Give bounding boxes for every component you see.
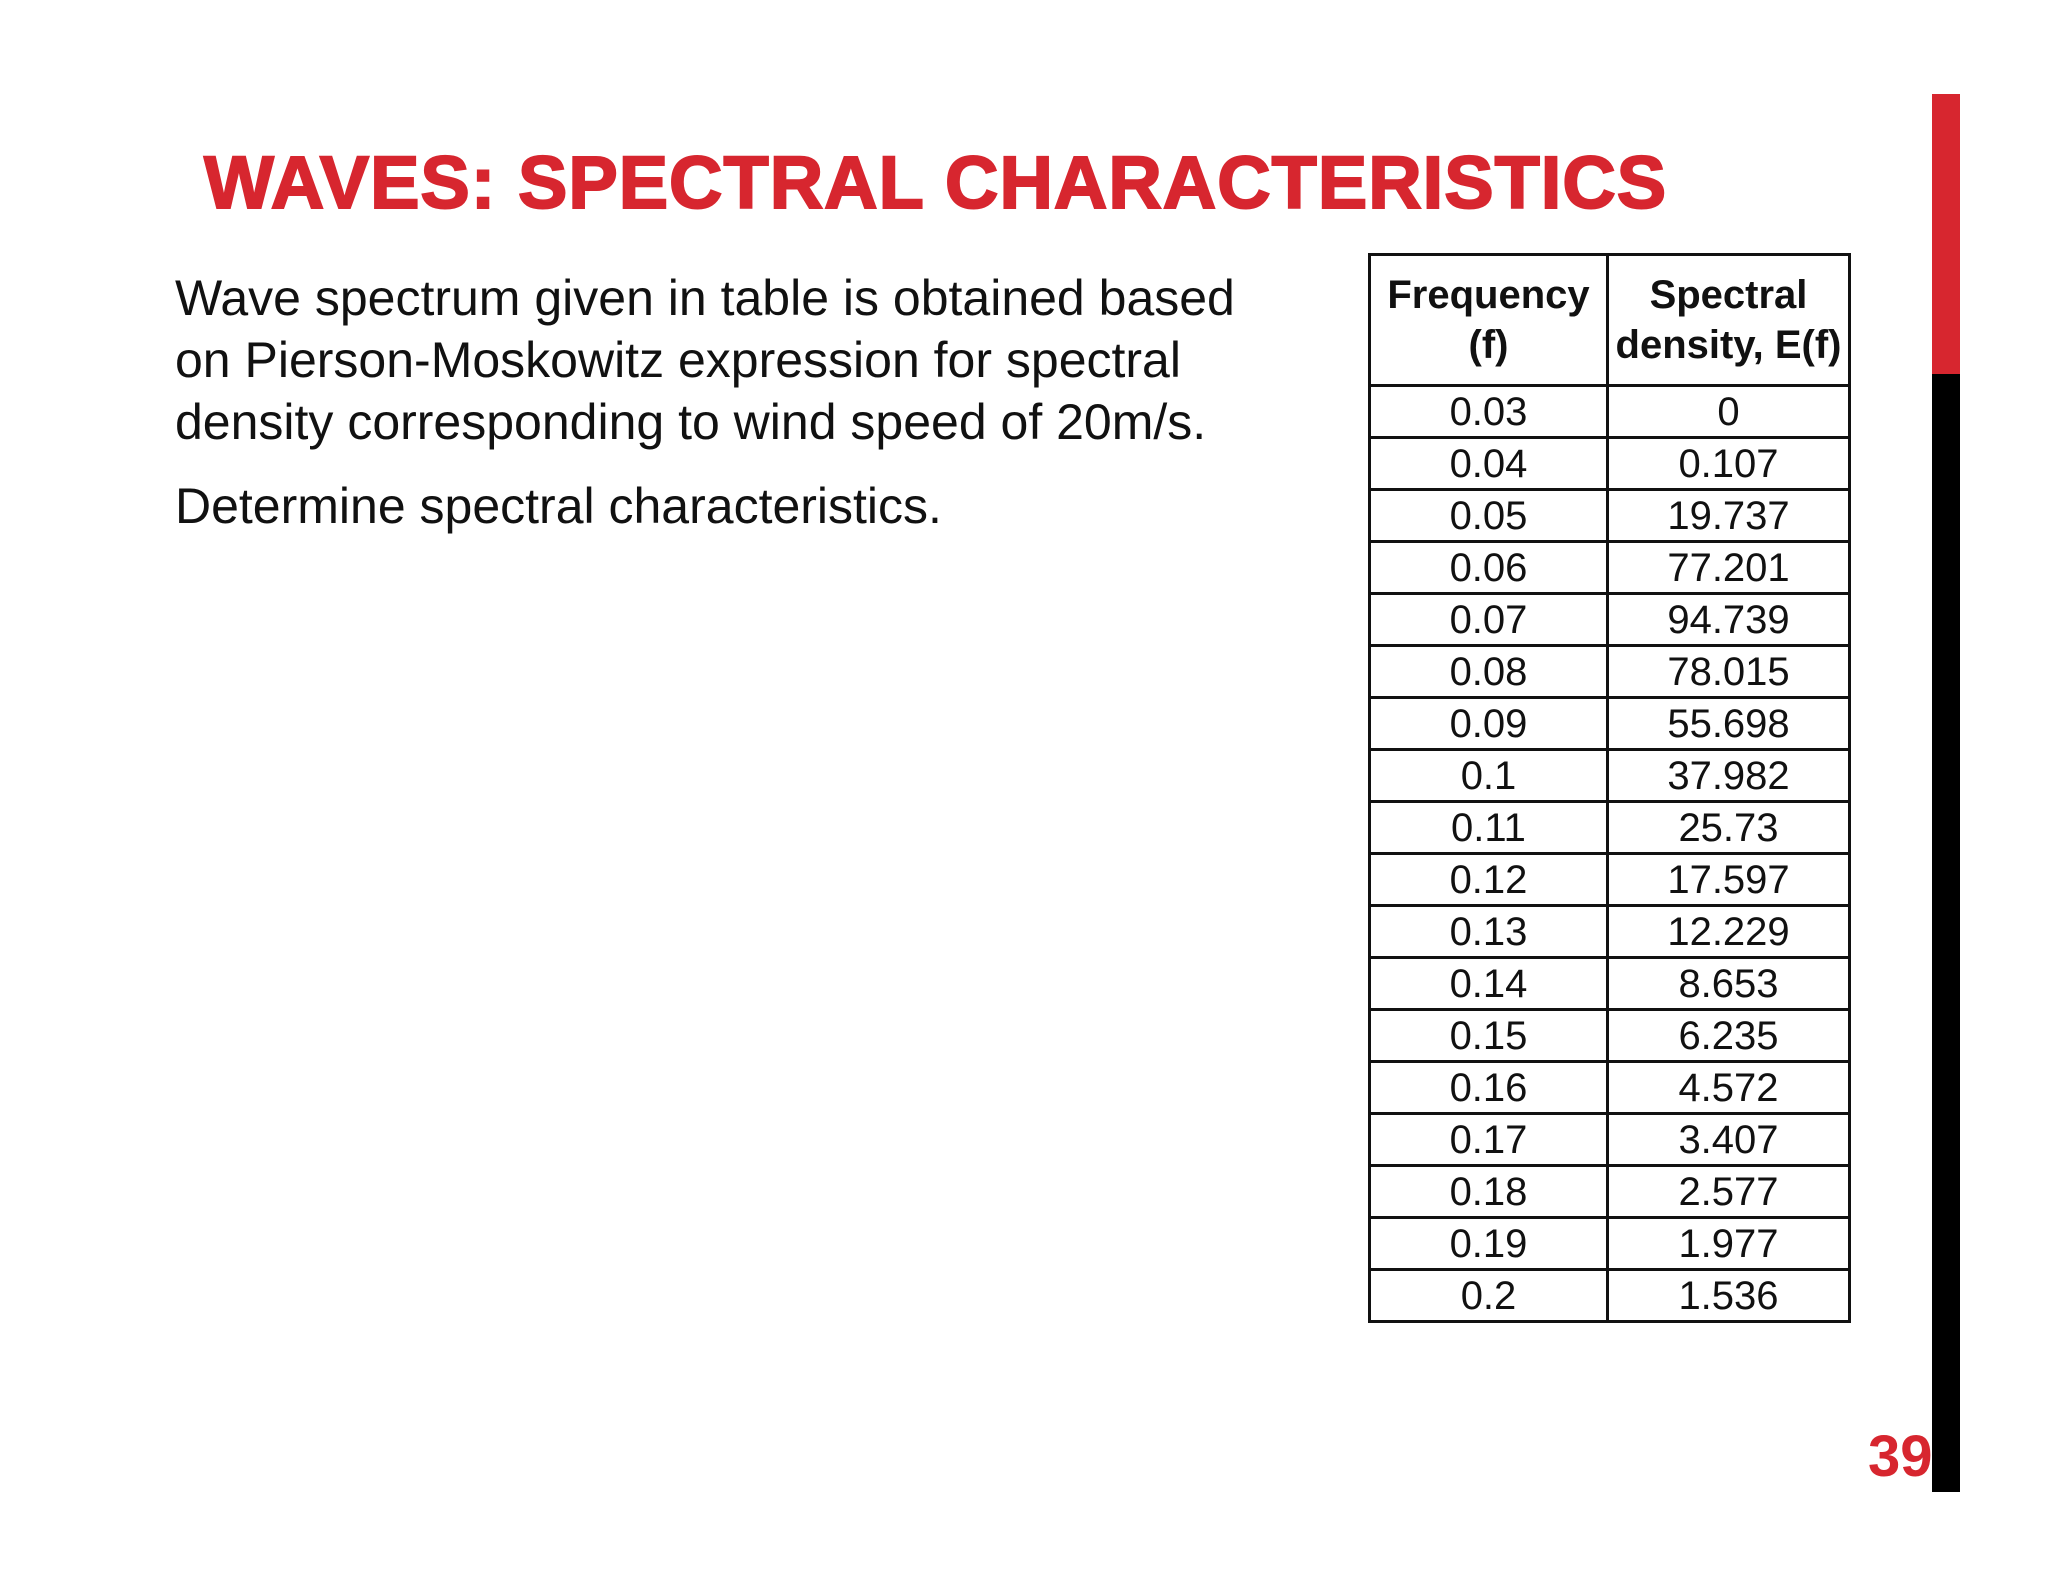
table-row xyxy=(1370,386,1850,438)
page-number: 39 xyxy=(1868,1424,1933,1489)
spectral-density-cell: 94.739 xyxy=(1608,594,1850,646)
frequency-cell: 0.04 xyxy=(1370,438,1608,490)
spectral-density-cell: 17.597 xyxy=(1608,854,1850,906)
spectral-density-cell: 3.407 xyxy=(1608,1114,1850,1166)
table-row xyxy=(1370,1062,1850,1114)
frequency-cell: 0.08 xyxy=(1370,646,1608,698)
table-row xyxy=(1370,438,1850,490)
frequency-cell: 0.15 xyxy=(1370,1010,1608,1062)
accent-bar-black xyxy=(1932,374,1960,1492)
table-row xyxy=(1370,1010,1850,1062)
header-frequency-line1: Frequency xyxy=(1387,273,1590,317)
table-row xyxy=(1370,1114,1850,1166)
spectral-density-cell: 8.653 xyxy=(1608,958,1850,1010)
table-row xyxy=(1370,854,1850,906)
spectral-density-cell: 77.201 xyxy=(1608,542,1850,594)
frequency-cell: 0.17 xyxy=(1370,1114,1608,1166)
header-frequency xyxy=(1370,255,1608,386)
spectral-density-cell: 0.107 xyxy=(1608,438,1850,490)
table-row xyxy=(1370,750,1850,802)
header-spectral-density-line2: density, E(f) xyxy=(1615,323,1842,367)
header-spectral-density xyxy=(1608,255,1850,386)
spectral-density-cell: 4.572 xyxy=(1608,1062,1850,1114)
spectral-density-cell: 55.698 xyxy=(1608,698,1850,750)
table-row xyxy=(1370,906,1850,958)
slide-title: WAVES: SPECTRAL CHARACTERISTICS xyxy=(204,141,1668,224)
spectral-density-cell: 25.73 xyxy=(1608,802,1850,854)
table-row xyxy=(1370,646,1850,698)
spectral-density-cell: 0 xyxy=(1608,386,1850,438)
frequency-cell: 0.14 xyxy=(1370,958,1608,1010)
table-row xyxy=(1370,958,1850,1010)
spectral-density-cell: 78.015 xyxy=(1608,646,1850,698)
header-spectral-density-line1: Spectral xyxy=(1649,273,1808,317)
frequency-cell: 0.06 xyxy=(1370,542,1608,594)
frequency-cell: 0.18 xyxy=(1370,1166,1608,1218)
table-row xyxy=(1370,802,1850,854)
frequency-cell: 0.1 xyxy=(1370,750,1608,802)
spectral-density-cell: 1.977 xyxy=(1608,1218,1850,1270)
body-text xyxy=(175,267,1295,559)
spectral-density-cell: 12.229 xyxy=(1608,906,1850,958)
table-row xyxy=(1370,1270,1850,1322)
frequency-cell: 0.03 xyxy=(1370,386,1608,438)
spectral-density-cell: 6.235 xyxy=(1608,1010,1850,1062)
spectral-density-cell: 19.737 xyxy=(1608,490,1850,542)
intro-paragraph: Wave spectrum given in table is obtained based on Pierson-Moskowitz expression for spectral density corresponding to wind speed of 20m/s. xyxy=(175,270,1235,450)
frequency-cell: 0.13 xyxy=(1370,906,1608,958)
table-row xyxy=(1370,698,1850,750)
frequency-cell: 0.12 xyxy=(1370,854,1608,906)
table-row xyxy=(1370,490,1850,542)
frequency-cell: 0.07 xyxy=(1370,594,1608,646)
spectrum-table xyxy=(1368,253,1851,1323)
table-row xyxy=(1370,1218,1850,1270)
accent-bar-red xyxy=(1932,94,1960,374)
table-body xyxy=(1370,386,1850,1322)
table-header-row xyxy=(1370,255,1850,386)
frequency-cell: 0.2 xyxy=(1370,1270,1608,1322)
frequency-cell: 0.05 xyxy=(1370,490,1608,542)
spectral-density-cell: 37.982 xyxy=(1608,750,1850,802)
spectral-density-cell: 1.536 xyxy=(1608,1270,1850,1322)
frequency-cell: 0.11 xyxy=(1370,802,1608,854)
table-row xyxy=(1370,1166,1850,1218)
task-paragraph: Determine spectral characteristics. xyxy=(175,478,942,534)
frequency-cell: 0.16 xyxy=(1370,1062,1608,1114)
spectral-density-cell: 2.577 xyxy=(1608,1166,1850,1218)
header-frequency-line2: (f) xyxy=(1468,323,1509,367)
frequency-cell: 0.19 xyxy=(1370,1218,1608,1270)
frequency-cell: 0.09 xyxy=(1370,698,1608,750)
table-row xyxy=(1370,542,1850,594)
table-row xyxy=(1370,594,1850,646)
